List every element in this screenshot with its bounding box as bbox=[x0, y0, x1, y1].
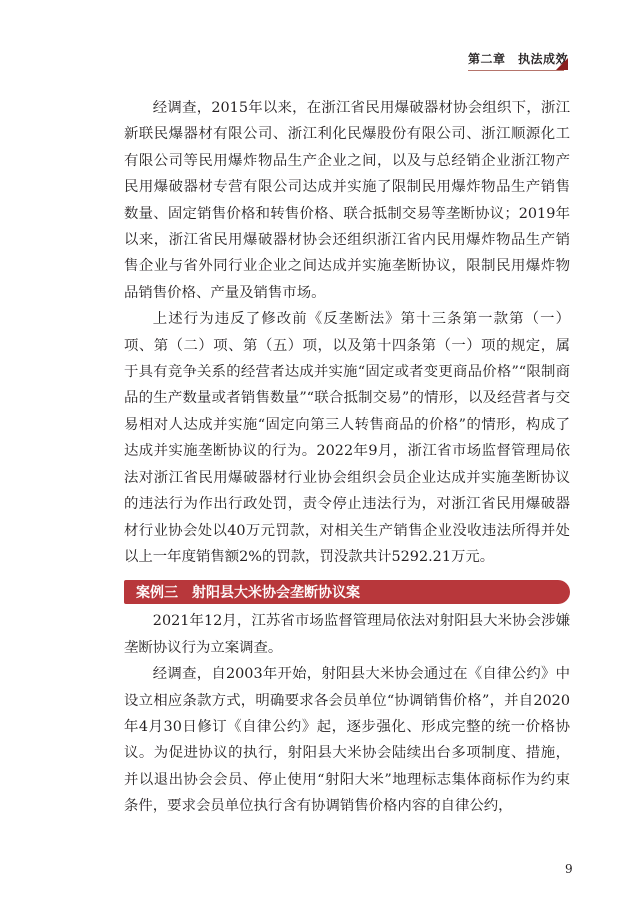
header-corner-triangle-icon bbox=[556, 58, 568, 70]
case-heading-title: 案例三 射阳县大米协会垄断协议案 bbox=[136, 585, 360, 602]
header-rule bbox=[468, 70, 564, 71]
page-header bbox=[0, 0, 642, 78]
body-paragraph-3: 2021年12月，江苏省市场监督管理局依法对射阳县大米协会涉嫌垄断协议行为立案调查。 bbox=[124, 613, 570, 656]
body-paragraph-2: 上述行为违反了修改前《反垄断法》第十三条第一款第（一）项、第（二）项、第（五）项，以及第十四条第（一）项的规定，属于具有竞争关系的经营者达成并实施“固定或者变更商品价格”“限制商品的生产数量或者销售数量”“联合抵制交易”的情形，以及经营者与交易相对人达成并实施“固定向第三人转售商品的价格”的情形，构成了达成并实施垄断协议的行为。2022年9月，浙江省市场监督管理局依法对浙江省民用爆破器材行业协会组织会员企业达成并实施垄断协议的违法行为作出行政处罚，责令停止违法行为，对浙江省民用爆破器材行业协会处以40万元罚款，对相关生产销售企业没收违法所得并处以上一年度销售额2%的罚款，罚没款共计5292.21万元。 bbox=[124, 311, 570, 565]
chapter-title: 第二章 执法成效 bbox=[468, 52, 569, 66]
case-heading-banner bbox=[124, 580, 570, 604]
page-body bbox=[124, 95, 570, 820]
body-paragraph-1: 经调查，2015年以来，在浙江省民用爆破器材协会组织下，浙江新联民爆器材有限公司、浙江利化民爆股份有限公司、浙江顺源化工有限公司等民用爆炸物品生产企业之间，以及与总经销企业浙江物产民用爆破器材专营有限公司达成并实施了限制民用爆炸物品生产销售数量、固定销售价格和转售价格、联合抵制交易等垄断协议；2019年以来，浙江省民用爆破器材协会还组织浙江省内民用爆炸物品生产销售企业与省外同行业企业之间达成并实施垄断协议，限制民用爆炸物品销售价格、产量及销售市场。 bbox=[124, 100, 570, 301]
body-paragraph-4: 经调查，自2003年开始，射阳县大米协会通过在《自律公约》中设立相应条款方式，明确要求各会员单位“协调销售价格”，并自2020年4月30日修订《自律公约》起，逐步强化、形成完整的统一价格协议。为促进协议的执行，射阳县大米协会陆续出台多项制度、措施，并以退出协会会员、停止使用“射阳大米”地理标志集体商标作为约束条件，要求会员单位执行含有协调销售价格内容的自律公约， bbox=[124, 666, 571, 815]
page-number: 9 bbox=[565, 862, 573, 876]
